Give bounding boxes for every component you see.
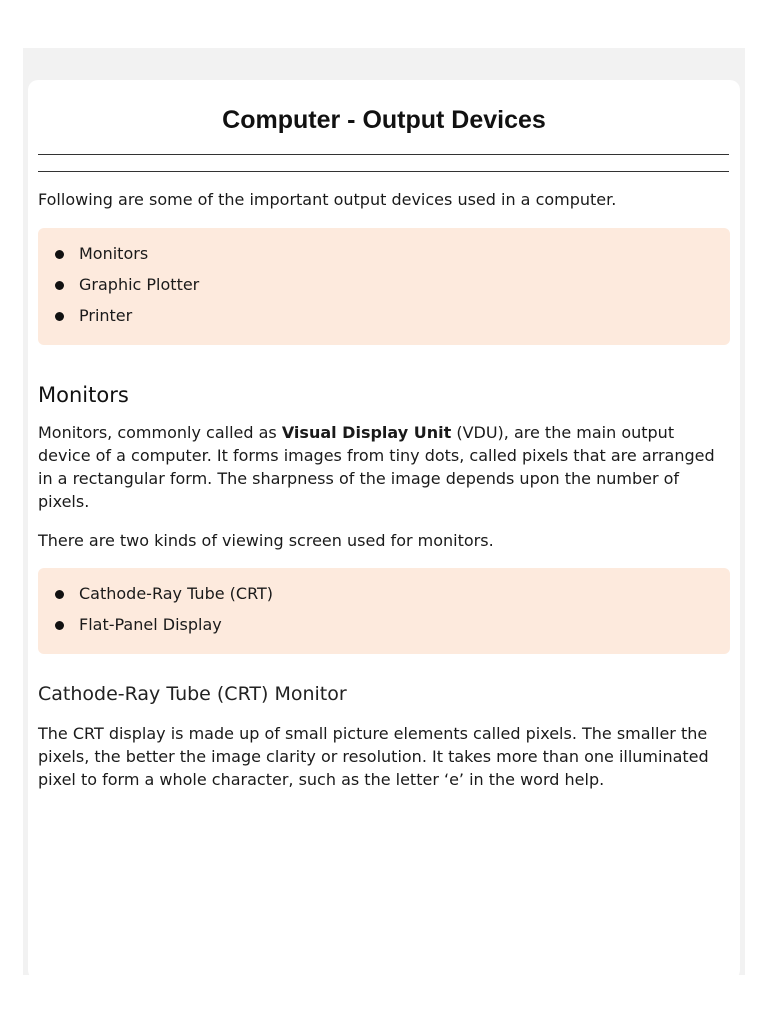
- list-item-label: Monitors: [79, 244, 149, 263]
- title-divider-top: [38, 154, 729, 155]
- output-devices-list: [38, 228, 730, 345]
- page-title: Computer - Output Devices: [222, 106, 546, 134]
- list-item: [38, 582, 730, 613]
- monitors-paragraph-prefix: Monitors, commonly called as: [38, 423, 282, 442]
- monitors-paragraph: [38, 421, 730, 513]
- vdu-term: Visual Display Unit: [281, 423, 452, 442]
- list-item: [38, 613, 730, 644]
- monitors-heading: Monitors: [38, 383, 129, 407]
- intro-paragraph: Following are some of the important output devices used in a computer.: [38, 190, 617, 209]
- article-card: [28, 80, 740, 980]
- bullet-icon: [55, 250, 64, 259]
- list-item-label: Printer: [79, 306, 133, 325]
- list-item: [38, 273, 730, 304]
- bullet-icon: [55, 621, 64, 630]
- list-item: [38, 242, 730, 273]
- screen-types-list: [38, 568, 730, 654]
- bullet-icon: [55, 590, 64, 599]
- bullet-icon: [55, 312, 64, 321]
- crt-paragraph: The CRT display is made up of small picture elements called pixels. The smaller the pixels, the better the image clarity or resolution. It takes more than one illuminated pixel to form a whole character, such as the letter ‘e’ in the word help.: [38, 724, 709, 789]
- list-item-label: Flat-Panel Display: [79, 615, 222, 634]
- list-item-label: Graphic Plotter: [79, 275, 200, 294]
- monitors-paragraph-suffix: (VDU), are the main output device of a computer. It forms images from tiny dots, called pixels that are arranged in a rectangular form. The sharpness of the image depends upon the number of pixels.: [38, 423, 715, 511]
- crt-heading: Cathode-Ray Tube (CRT) Monitor: [38, 683, 347, 705]
- list-item: [38, 304, 730, 335]
- title-divider-bottom: [38, 171, 729, 172]
- screens-intro-paragraph: There are two kinds of viewing screen used for monitors.: [38, 531, 494, 550]
- list-item-label: Cathode-Ray Tube (CRT): [79, 584, 274, 603]
- bullet-icon: [55, 281, 64, 290]
